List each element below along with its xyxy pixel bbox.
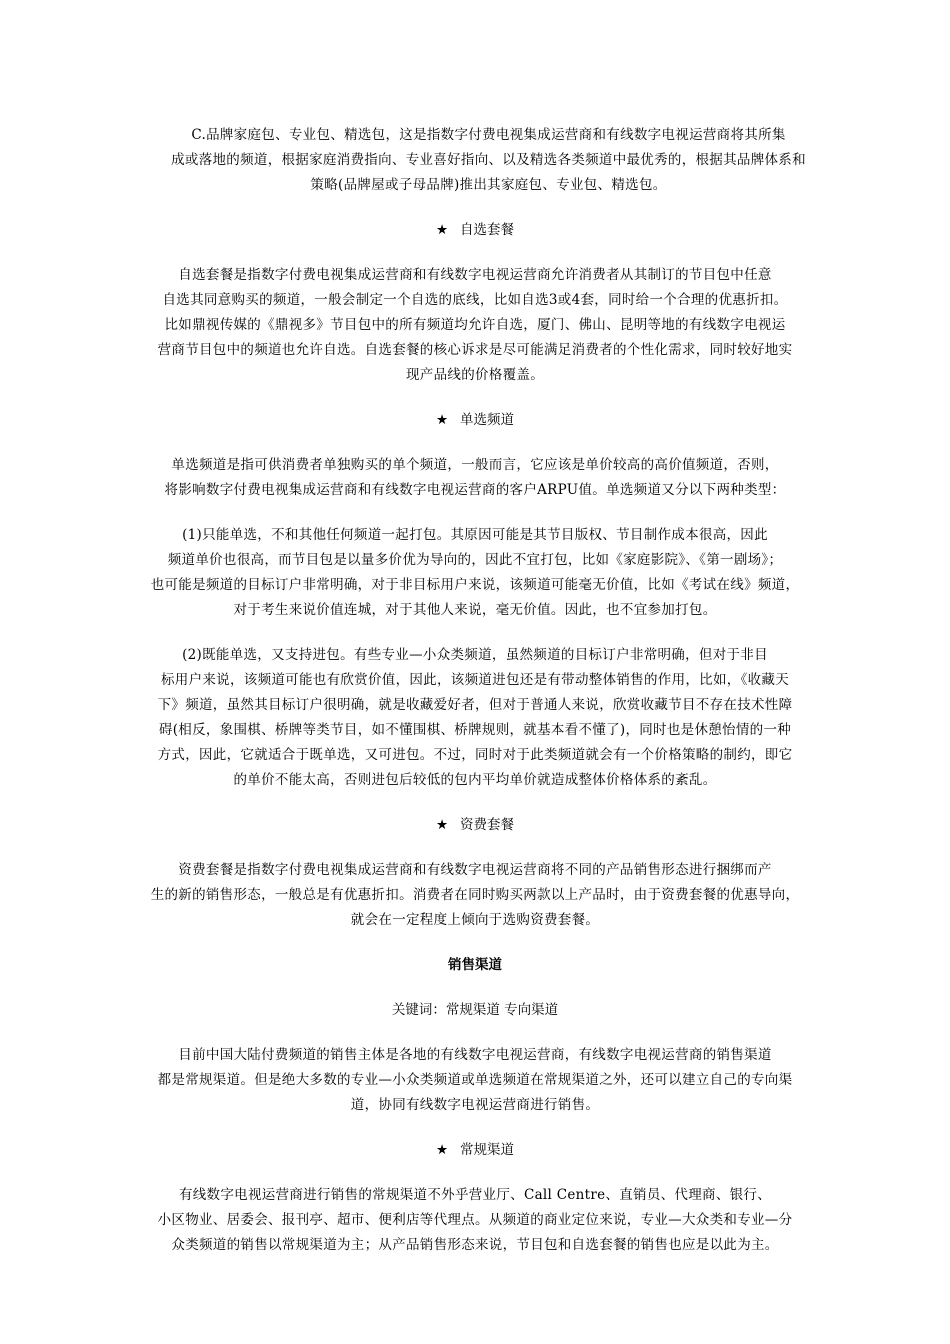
- heading-text: 单选频道: [460, 412, 515, 428]
- text-line: 下》频道，虽然其目标订户很明确，就是收藏爱好者，但对于普通人来说，欣赏收藏节目不存在技术性障: [157, 697, 793, 713]
- text-line: 比如鼎视传媒的《鼎视多》节目包中的所有频道均允许自选，厦门、佛山、昆明等地的有线数字电视运: [164, 317, 786, 333]
- paragraph-brand-packages: [140, 123, 810, 198]
- text-line: 小区物业、居委会、报刊亭、超市、便利店等代理点。从频道的商业定位来说，专业—大众类和专业—分: [157, 1212, 793, 1228]
- star-icon: ★: [435, 1142, 449, 1158]
- text-line: 都是常规渠道。但是绝大多数的专业—小众类频道或单选频道在常规渠道之外，还可以建立自己的专向渠: [157, 1072, 793, 1088]
- paragraph-tariff-package: [140, 858, 810, 933]
- text-line: 道，协同有线数字电视运营商进行销售。: [350, 1097, 600, 1113]
- text-line: 目前中国大陆付费频道的销售主体是各地的有线数字电视运营商，有线数字电视运营商的销售渠道: [178, 1047, 772, 1063]
- text-line: 策略(品牌屋或子母品牌)推出其家庭包、专业包、精选包。: [310, 177, 667, 193]
- heading-text: 资费套餐: [460, 817, 515, 833]
- text-line: 标用户来说，该频道可能也有欣赏价值，因此，该频道进包还是有带动整体销售的作用，比如，《收藏天: [160, 672, 790, 688]
- text-line: 对于考生来说价值连城，对于其他人来说，毫无价值。因此，也不宜参加打包。: [233, 602, 717, 618]
- paragraph-single-type-1: [140, 523, 810, 623]
- star-icon: ★: [435, 412, 449, 428]
- text-line: 的单价不能太高，否则进包后较低的包内平均单价就造成整体价格体系的紊乱。: [233, 772, 717, 788]
- text-line: 生的新的销售形态，一般总是有优惠折扣。消费者在同时购买两款以上产品时，由于资费套餐的优惠导向，: [150, 887, 800, 903]
- text-line: 众类频道的销售以常规渠道为主；从产品销售形态来说，节目包和自选套餐的销售也应是以此为主。: [171, 1237, 779, 1253]
- text-line: 有线数字电视运营商进行销售的常规渠道不外乎营业厅、Call Centre、直销员、代理商、银行、: [178, 1187, 772, 1203]
- paragraph-self-select: [140, 263, 810, 388]
- star-icon: ★: [435, 222, 449, 238]
- paragraph-single-channel: [140, 453, 810, 503]
- text-line: 就会在一定程度上倾向于选购资费套餐。: [350, 912, 600, 928]
- text-line: 资费套餐是指数字付费电视集成运营商和有线数字电视运营商将不同的产品销售形态进行捆绑而产: [178, 862, 772, 878]
- heading-single-channel: [140, 408, 810, 433]
- heading-tariff-package: [140, 813, 810, 838]
- paragraph-sales-channels: [140, 1043, 810, 1118]
- text-line: (2)既能单选，又支持进包。有些专业—小众类频道，虽然频道的目标订户非常明确，但对于非目: [182, 647, 768, 663]
- heading-self-select: [140, 218, 810, 243]
- star-icon: ★: [435, 817, 449, 833]
- text-line: 碍(相反，象围棋、桥牌等类节目，如不懂围棋、桥牌规则，就基本看不懂了)，同时也是休憩怡情的一种: [158, 722, 792, 738]
- paragraph-single-type-2: [140, 643, 810, 793]
- text-line: (1)只能单选，不和其他任何频道一起打包。其原因可能是其节目版权、节目制作成本很高，因此: [182, 527, 768, 543]
- heading-text: 常规渠道: [460, 1142, 515, 1158]
- text-line: 方式，因此，它就适合于既单选，又可进包。不过，同时对于此类频道就会有一个价格策略的制约，即它: [157, 747, 793, 763]
- text-line: 自选套餐是指数字付费电视集成运营商和有线数字电视运营商允许消费者从其制订的节目包中任意: [178, 267, 772, 283]
- paragraph-regular-channels: [140, 1183, 810, 1258]
- text-line: 现产品线的价格覆盖。: [406, 367, 544, 383]
- text-line: 自选其同意购买的频道，一般会制定一个自选的底线，比如自选3或4套，同时给一个合理的优惠折扣。: [162, 292, 788, 308]
- text-line: 营商节目包中的频道也允许自选。自选套餐的核心诉求是尽可能满足消费者的个性化需求，同时较好地实: [157, 342, 793, 358]
- text-line: 成或落地的频道，根据家庭消费指向、专业喜好指向、以及精选各类频道中最优秀的，根据其品牌体系和: [171, 152, 806, 168]
- heading-regular-channels: [140, 1138, 810, 1163]
- text-line: 也可能是频道的目标订户非常明确，对于非目标用户来说，该频道可能毫无价值，比如《考试在线》频道，: [150, 577, 800, 593]
- section-title-sales-channels: 销售渠道: [448, 957, 502, 973]
- text-line: 频道单价也很高，而节目包是以量多价优为导向的，因此不宜打包，比如《家庭影院》、《第一剧场》；: [167, 552, 783, 568]
- text-line: C.品牌家庭包、专业包、精选包，这是指数字付费电视集成运营商和有线数字电视运营商将其所集: [191, 127, 786, 143]
- text-line: 单选频道是指可供消费者单独购买的单个频道，一般而言，它应该是单价较高的高价值频道，否则，: [171, 457, 779, 473]
- heading-text: 自选套餐: [460, 222, 515, 238]
- text-line: 将影响数字付费电视集成运营商和有线数字电视运营商的客户ARPU值。单选频道又分以下两种类型：: [164, 482, 786, 498]
- keywords-line: 关键词：常规渠道 专向渠道: [391, 1002, 559, 1018]
